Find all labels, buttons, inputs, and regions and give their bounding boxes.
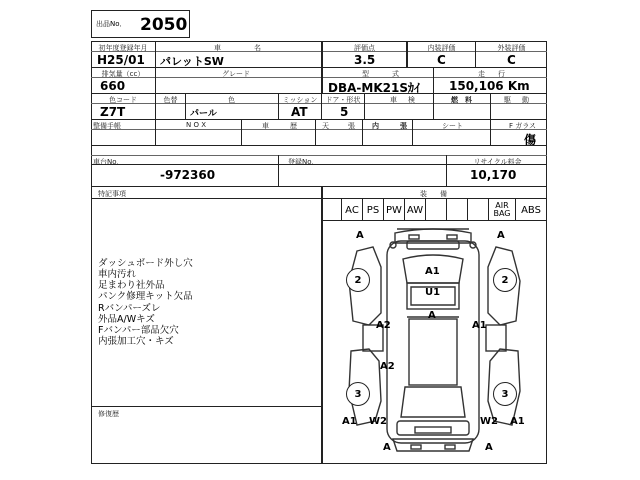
hline — [91, 406, 321, 407]
equip-blank — [322, 200, 341, 220]
note-item: Rバンパーズレ — [98, 303, 161, 314]
equip-abs: ABS — [521, 204, 541, 216]
vline — [446, 155, 447, 186]
label-displacement: 排気量（cc） — [101, 70, 145, 78]
label-inspection2: 検 — [408, 96, 415, 104]
displacement-value: 660 — [100, 79, 126, 93]
label-mileage2: 行 — [498, 70, 505, 78]
label-drive2: 動 — [522, 96, 529, 104]
lot-label: 出品No． — [96, 20, 127, 28]
note-item: 外品A/Wキズ — [98, 314, 155, 325]
hline — [91, 145, 547, 146]
vline — [278, 93, 279, 119]
hline — [91, 186, 547, 187]
label-mileage: 走 — [478, 70, 485, 78]
vline — [490, 119, 491, 145]
equip-pw: PW — [386, 204, 402, 216]
circle-rear-left: 3 — [346, 382, 370, 406]
vline — [433, 67, 434, 93]
vline — [241, 119, 242, 145]
label-name: 名 — [254, 44, 261, 52]
equip-blank — [468, 200, 488, 220]
type-code-value: DBA-MK21Sｶｲ — [328, 81, 420, 95]
label-car: 車 — [214, 44, 221, 52]
label-history2: 歴 — [290, 122, 297, 130]
note-item: 内張加工穴・キズ — [98, 336, 174, 347]
color-code-value: Z7T — [100, 105, 126, 119]
damage-top-left: A — [356, 230, 364, 241]
damage-a1-top: A1 — [425, 266, 440, 277]
damage-bottom-a-left: A — [383, 442, 391, 453]
label-trim: 内 — [372, 122, 379, 130]
cabin — [409, 319, 457, 385]
vline — [155, 93, 156, 119]
grille — [407, 241, 459, 249]
label-grade: グレード — [222, 70, 250, 78]
score-value: 3.5 — [354, 53, 376, 67]
vline — [362, 119, 363, 145]
label-color-code: 色コード — [109, 96, 137, 104]
damage-bottom-w2-right: W2 — [480, 416, 498, 427]
label-score: 評価点 — [354, 44, 375, 52]
right-door — [486, 325, 506, 351]
fglass-value: 傷 — [524, 133, 537, 147]
label-first-reg: 初年度登録年月 — [98, 44, 148, 52]
damage-bottom-a-right: A — [485, 442, 493, 453]
label-reg-no: 登録No． — [288, 158, 319, 166]
label-type2: 式 — [392, 70, 399, 78]
hline — [91, 119, 547, 120]
equip-ac: AC — [345, 204, 359, 216]
label-fuel2: 料 — [465, 96, 472, 104]
equip-airbag: AIR BAG — [493, 201, 511, 218]
vline — [412, 119, 413, 145]
label-color: 色 — [228, 96, 235, 104]
circle-rear-right: 3 — [493, 382, 517, 406]
note-item: Fバンパー部品欠穴 — [98, 325, 179, 336]
chassis-value: -972360 — [160, 168, 216, 182]
equip-blank — [447, 200, 467, 220]
plate — [415, 427, 451, 433]
vline — [433, 93, 434, 119]
label-type: 型 — [362, 70, 369, 78]
label-history: 車 — [262, 122, 269, 130]
label-exterior: 外装評価 — [497, 44, 526, 52]
equip-blank — [426, 200, 446, 220]
label-seat: シート — [442, 122, 463, 130]
damage-a1-right: A1 — [472, 320, 487, 331]
vline — [155, 67, 156, 93]
label-chassis: 車台No． — [93, 158, 124, 166]
recycle-value: 10,170 — [470, 168, 517, 182]
hline — [91, 198, 547, 199]
label-repair: 修復歴 — [98, 410, 119, 418]
damage-a-mid: A — [428, 310, 436, 321]
damage-bottom-a1-right: A1 — [510, 416, 525, 427]
transmission-value: AT — [291, 105, 308, 119]
rear-window — [401, 387, 465, 417]
hline — [91, 93, 547, 94]
hline-sub — [91, 155, 547, 156]
label-notes: 特記事項 — [98, 190, 126, 198]
label-nox: N O X — [186, 121, 206, 129]
label-interior: 内装評価 — [427, 44, 456, 52]
damage-a2-left: A2 — [376, 320, 391, 331]
damage-a2-lower: A2 — [380, 361, 395, 372]
vline — [155, 41, 156, 67]
label-trim2: 張 — [400, 122, 407, 130]
label-equipment: 装 — [420, 190, 427, 198]
note-item: 車内汚れ — [98, 269, 137, 280]
label-equipment2: 備 — [440, 190, 447, 198]
note-item: 足まわり社外品 — [98, 280, 165, 291]
label-transmission: ミッション — [282, 96, 318, 104]
hline-sub — [91, 129, 547, 130]
note-item: パンク修理キット欠品 — [98, 291, 193, 302]
label-maintenance: 整備手帳 — [93, 122, 121, 130]
label-ceiling2: 張 — [348, 122, 355, 130]
label-fuel: 燃 — [451, 96, 458, 104]
label-ceiling: 天 — [322, 122, 329, 130]
label-drive: 駆 — [504, 96, 511, 104]
rear-lower — [393, 439, 473, 451]
vline — [155, 119, 156, 145]
label-color-change: 色替 — [163, 96, 178, 104]
vline — [278, 155, 279, 186]
circle-front-right: 2 — [493, 268, 517, 292]
label-recycle: リサイクル料金 — [473, 158, 522, 166]
label-fglass: F ガラス — [508, 122, 537, 130]
mileage-value: 150,106 Km — [449, 79, 530, 93]
doors-value: 5 — [340, 105, 349, 119]
vline — [185, 93, 186, 119]
circle-front-left: 2 — [346, 268, 370, 292]
damage-bottom-a1-left: A1 — [342, 416, 357, 427]
model-value: パレットSW — [160, 55, 224, 68]
label-inspection: 車 — [390, 96, 397, 104]
interior-value: C — [437, 53, 446, 67]
vline — [490, 93, 491, 119]
equip-ps: PS — [366, 204, 380, 216]
label-doors: ドア・形状 — [325, 96, 361, 104]
note-item: ダッシュボード外し穴 — [98, 258, 193, 269]
damage-top-right: A — [497, 230, 505, 241]
vline — [364, 93, 365, 119]
vline — [315, 119, 316, 145]
damage-u1: U1 — [425, 287, 441, 298]
equip-aw: AW — [406, 204, 424, 216]
color-value: パール — [190, 109, 217, 119]
vline — [321, 93, 322, 119]
lot-number: 2050 — [140, 15, 188, 35]
damage-bottom-w2-left: W2 — [369, 416, 387, 427]
exterior-value: C — [507, 53, 516, 67]
first-reg-value: H25/01 — [97, 53, 145, 67]
